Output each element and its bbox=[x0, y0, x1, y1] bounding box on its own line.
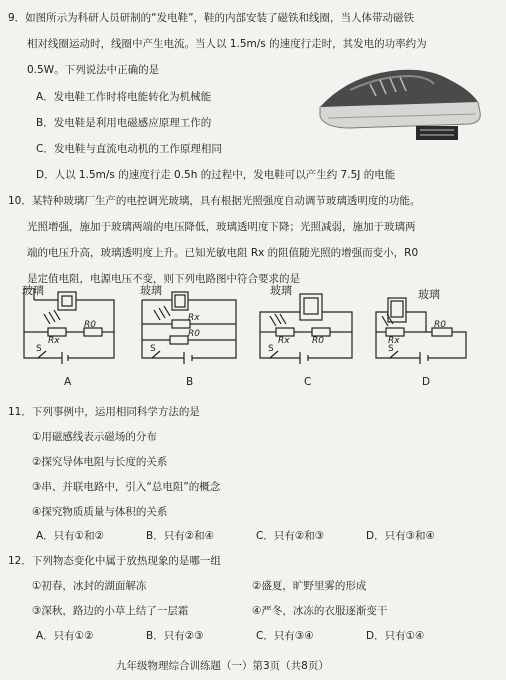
glass-label-d: 玻璃 bbox=[418, 288, 440, 301]
glass-label-a: 玻璃 bbox=[22, 284, 44, 297]
q12-item-2: ②盛夏，旷野里雾的形成 bbox=[252, 580, 367, 592]
q12-option-c: C．只有③④ bbox=[256, 630, 314, 642]
q10-stem-line3: 端的电压升高，玻璃透明度上升。已知光敏电阻 Rx 的阻值随光照的增强而变小，R0 bbox=[27, 247, 419, 259]
switch-label-a: S bbox=[36, 344, 42, 354]
rx-label-a: Rx bbox=[48, 336, 60, 346]
q12-item-4: ④严冬，冰冻的衣服逐渐变干 bbox=[252, 605, 388, 617]
q11-item-2: ②探究导体电阻与长度的关系 bbox=[32, 456, 168, 468]
q12-item-3: ③深秋，路边的小草上结了一层霜 bbox=[32, 605, 189, 617]
q9-stem-line3: 0.5W。下列说法中正确的是 bbox=[27, 64, 160, 76]
circuit-d bbox=[370, 288, 482, 366]
q12-option-b: B．只有②③ bbox=[146, 630, 204, 642]
r0-label-c: R0 bbox=[312, 336, 324, 346]
q12-option-d: D．只有①④ bbox=[366, 630, 425, 642]
q11-stem: 11．下列事例中，运用相同科学方法的是 bbox=[8, 406, 200, 418]
q11-option-a: A．只有①和② bbox=[36, 530, 105, 542]
q12-stem: 12．下列物态变化中属于放热现象的是哪一组 bbox=[8, 555, 221, 567]
rx-label-d: Rx bbox=[388, 336, 400, 346]
q11-option-b: B．只有②和④ bbox=[146, 530, 215, 542]
glass-label-b: 玻璃 bbox=[140, 284, 162, 297]
q12-option-a: A．只有①② bbox=[36, 630, 94, 642]
q10-stem-line4: 是定值电阻，电源电压不变，则下列电路图中符合要求的是 bbox=[27, 273, 300, 285]
page-footer: 九年级物理综合训练题（一）第3页（共8页） bbox=[116, 660, 329, 672]
q12-item-1: ①初春，冰封的湖面解冻 bbox=[32, 580, 147, 592]
q11-option-c: C．只有②和③ bbox=[256, 530, 325, 542]
r0-label-b: R0 bbox=[188, 329, 200, 339]
q11-option-d: D．只有③和④ bbox=[366, 530, 435, 542]
circuit-d-label: D bbox=[422, 376, 431, 388]
q10-stem-line2: 光照增强，施加于玻璃两端的电压降低，玻璃透明度下降；光照减弱，施加于玻璃两 bbox=[27, 221, 416, 233]
circuit-b-label: B bbox=[186, 376, 194, 388]
q11-item-4: ④探究物质质量与体积的关系 bbox=[32, 506, 168, 518]
rx-label-c: Rx bbox=[278, 336, 290, 346]
q11-item-1: ①用磁感线表示磁场的分布 bbox=[32, 431, 157, 443]
rx-label-b: Rx bbox=[188, 313, 200, 323]
power-shoe-image bbox=[310, 62, 494, 147]
switch-label-b: S bbox=[150, 344, 156, 354]
q9-option-c: C．发电鞋与直流电动机的工作原理相同 bbox=[36, 143, 222, 155]
q9-option-a: A．发电鞋工作时将电能转化为机械能 bbox=[36, 91, 212, 103]
circuit-c-label: C bbox=[304, 376, 312, 388]
q10-stem-line1: 10．某特种玻璃厂生产的电控调光玻璃，具有根据光照强度自动调节玻璃透明度的功能。 bbox=[8, 195, 421, 207]
q9-stem-line2: 相对线圈运动时，线圈中产生电流。当人以 1.5m/s 的速度行走时，其发电的功率约为 bbox=[27, 38, 427, 50]
glass-label-c: 玻璃 bbox=[270, 284, 292, 297]
circuit-c bbox=[254, 284, 364, 366]
r0-label-a: R0 bbox=[84, 320, 96, 330]
q11-item-3: ③串、并联电路中，引入“总电阻”的概念 bbox=[32, 481, 221, 493]
r0-label-d: R0 bbox=[434, 320, 446, 330]
circuit-b bbox=[132, 284, 242, 366]
switch-label-d: S bbox=[388, 344, 394, 354]
circuit-a-label: A bbox=[64, 376, 72, 388]
switch-label-c: S bbox=[268, 344, 274, 354]
circuit-a bbox=[14, 284, 126, 366]
q9-stem-line1: 9．如图所示为科研人员研制的“发电鞋”，鞋的内部安装了磁铁和线圈，当人体带动磁铁 bbox=[8, 12, 415, 24]
q9-option-b: B．发电鞋是利用电磁感应原理工作的 bbox=[36, 117, 212, 129]
q9-option-d: D．人以 1.5m/s 的速度行走 0.5h 的过程中，发电鞋可以产生约 7.5J 的电能 bbox=[36, 169, 396, 181]
